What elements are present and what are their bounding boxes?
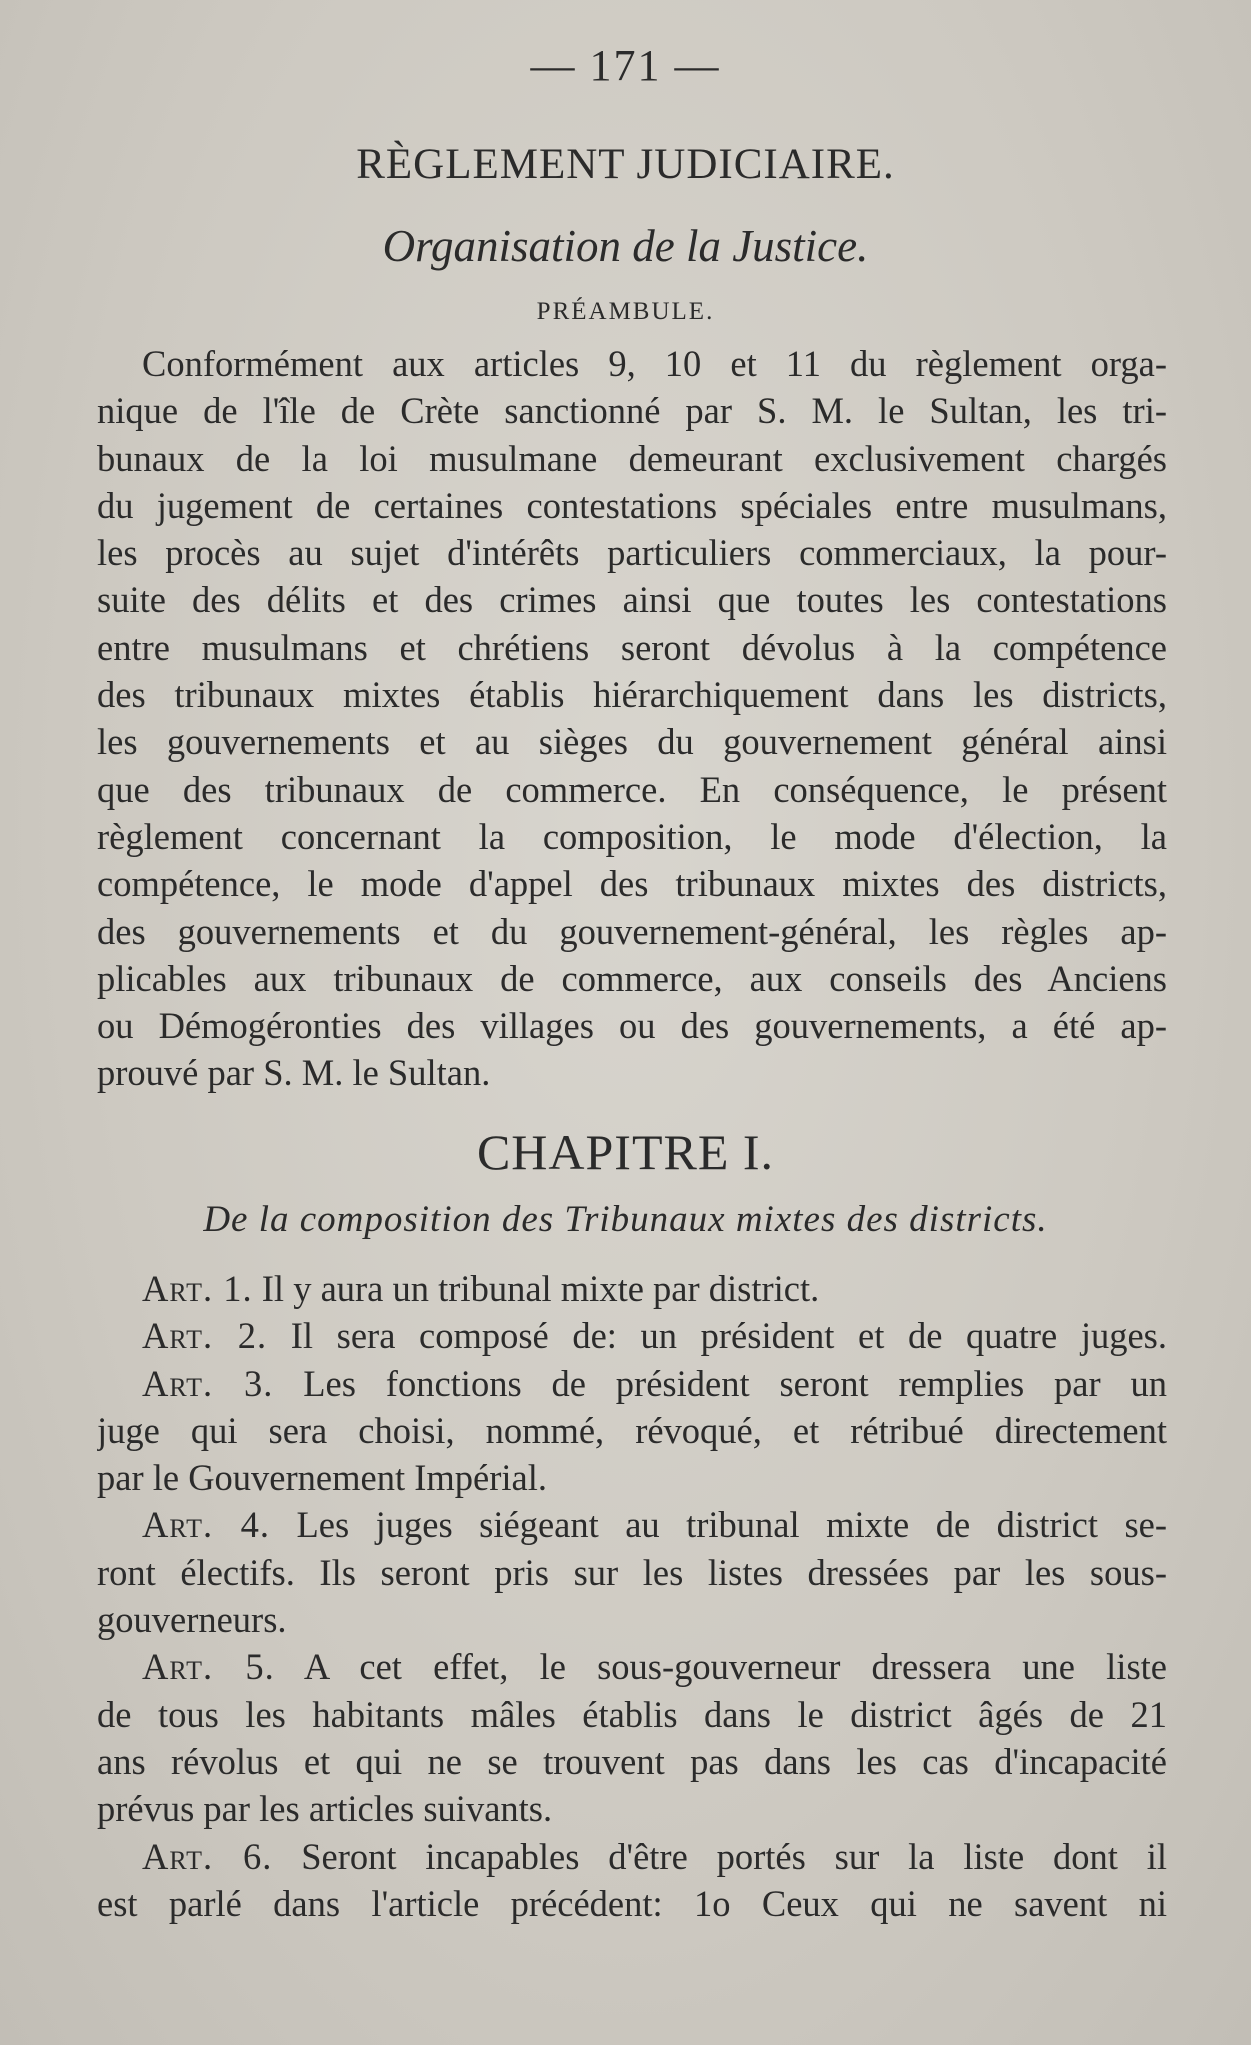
document-title: RÈGLEMENT JUDICIAIRE.: [356, 141, 895, 188]
preamble-line: bunaux de la loi musulmane demeurant exclusivement chargés: [97, 437, 1167, 479]
article-line: par le Gouvernement Impérial.: [97, 1457, 547, 1499]
article-5: [97, 1643, 1167, 1690]
preamble-line: prouvé par S. M. le Sultan.: [97, 1052, 491, 1094]
preamble-line: suite des délits et des crimes ainsi que toutes les contestations: [97, 579, 1167, 621]
article-label: Art. 5.: [142, 1646, 275, 1688]
preamble-line: ou Démogéronties des villages ou des gouvernements, a été ap-: [97, 1005, 1167, 1047]
preamble-line: les gouvernements et au sièges du gouvernement général ainsi: [97, 721, 1167, 763]
article-label: Art. 1.: [142, 1268, 253, 1309]
article-4: [97, 1501, 1167, 1548]
article-2: [97, 1312, 1167, 1359]
article-3: [97, 1360, 1167, 1407]
article-line: ront électifs. Ils seront pris sur les listes dressées par les sous-: [97, 1551, 1167, 1593]
preamble-line: nique de l'île de Crète sanctionné par S. M. le Sultan, les tri-: [97, 390, 1167, 432]
article-line: est parlé dans l'article précédent: 1o Ceux qui ne savent ni: [97, 1882, 1167, 1924]
article-line: ans révolus et qui ne se trouvent pas dans les cas d'incapacité: [97, 1740, 1167, 1782]
article-text: Il sera composé de: un président et de quatre juges.: [290, 1315, 1167, 1357]
preamble-line: plicables aux tribunaux de commerce, aux conseils des Anciens: [97, 957, 1167, 999]
article-text: A cet effet, le sous-gouverneur dressera une liste: [303, 1646, 1167, 1688]
preamble-line: des gouvernements et du gouvernement-général, les règles ap-: [97, 910, 1167, 952]
preamble-body: [97, 340, 1167, 1097]
preamble-line: du jugement de certaines contestations spéciales entre musulmans,: [97, 484, 1167, 526]
article-text: Il y aura un tribunal mixte par district.: [261, 1268, 820, 1309]
article-label: Art. 4.: [142, 1504, 270, 1546]
preamble-line: Conformément aux articles 9, 10 et 11 du règlement orga-: [142, 343, 1167, 384]
preamble-line: entre musulmans et chrétiens seront dévolus à la compétence: [97, 626, 1167, 668]
article-label: Art. 6.: [142, 1835, 273, 1877]
article-label: Art. 2.: [142, 1315, 268, 1357]
article-1: [97, 1265, 1167, 1312]
preamble-line: les procès au sujet d'intérêts particuliers commerciaux, la pour-: [97, 532, 1167, 574]
document-subtitle: Organisation de la Justice.: [382, 221, 869, 271]
article-text: Seront incapables d'être portés sur la liste dont il: [301, 1835, 1167, 1877]
article-line: gouverneurs.: [97, 1599, 287, 1641]
preamble-line: règlement concernant la composition, le mode d'élection, la: [97, 815, 1167, 857]
chapter-title: De la composition des Tribunaux mixtes des districts.: [203, 1199, 1048, 1240]
preamble-heading: PRÉAMBULE.: [536, 298, 715, 325]
article-label: Art. 3.: [142, 1362, 274, 1404]
page-number: — 171 —: [530, 41, 721, 90]
article-text: Les juges siégeant au tribunal mixte de district se-: [296, 1504, 1167, 1546]
chapter-heading: CHAPITRE I.: [476, 1124, 775, 1180]
preamble-line: que des tribunaux de commerce. En conséquence, le présent: [97, 768, 1167, 810]
articles-body: [97, 1265, 1167, 1927]
article-text: Les fonctions de président seront remplies par un: [303, 1362, 1167, 1404]
preamble-line: compétence, le mode d'appel des tribunaux mixtes des districts,: [97, 863, 1167, 905]
article-line: prévus par les articles suivants.: [97, 1788, 553, 1830]
preamble-line: des tribunaux mixtes établis hiérarchiquement dans les districts,: [97, 674, 1167, 716]
article-6: [97, 1833, 1167, 1880]
article-line: juge qui sera choisi, nommé, révoqué, et rétribué directement: [97, 1409, 1167, 1451]
article-line: de tous les habitants mâles établis dans le district âgés de 21: [97, 1693, 1167, 1735]
